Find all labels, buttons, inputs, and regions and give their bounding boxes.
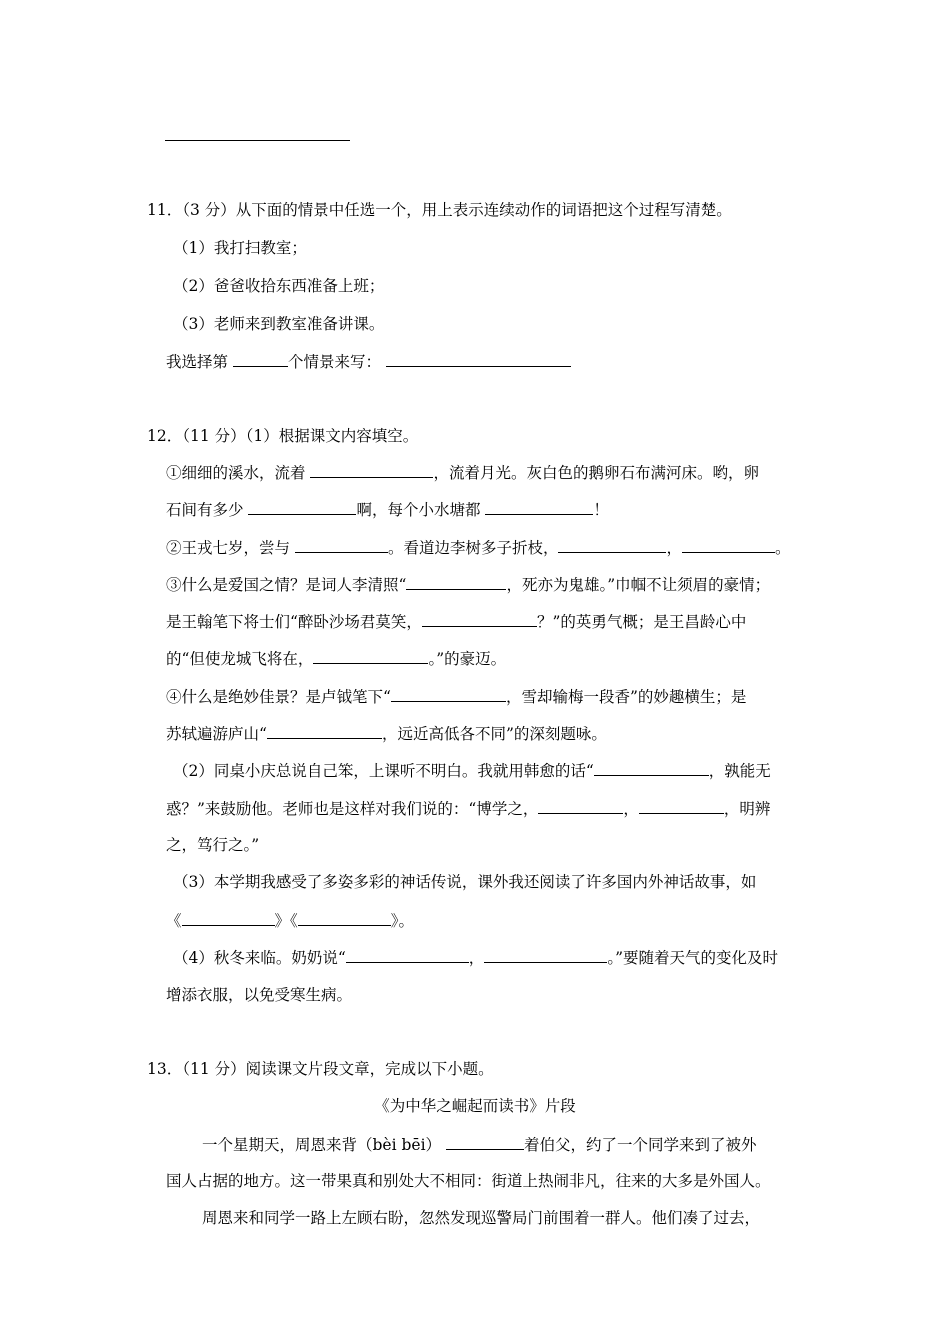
q11-option-3: （3）老师来到教室准备讲课。 [173,315,385,333]
q11-heading: 11．（3 分）从下面的情景中任选一个，用上表示连续动作的词语把这个过程写清楚。 [147,201,732,219]
blank-line[interactable] [298,910,391,926]
passage-line-1: 一个星期天，周恩来背（bèi bēi） 着伯父，约了一个同学来到了被外 [202,1136,757,1154]
q12-p3-line1: ③什么是爱国之情？是词人李清照“ ，死亦为鬼雄。”巾帼不让须眉的豪情； [166,576,771,594]
blank-line[interactable] [446,1134,524,1150]
q12-s4-line1: （4）秋冬来临。奶奶说“ ， 。”要随着天气的变化及时 [173,949,778,967]
blank-line[interactable] [182,910,275,926]
blank-line[interactable] [422,611,537,627]
blank-line[interactable] [485,499,593,515]
q13-heading: 13．（11 分）阅读课文片段文章，完成以下小题。 [147,1060,494,1078]
q12-p3-line3: 的“但使龙城飞将在， 。”的豪迈。 [166,650,507,668]
blank-line[interactable] [233,351,288,367]
q12-s3-line2: 《 》《 》。 [166,912,415,930]
q12-p1-line1: ①细细的溪水，流着 ，流着月光。灰白色的鹅卵石布满河床。哟，卵 [166,464,759,482]
blank-line[interactable] [295,537,388,553]
q11-option-2: （2）爸爸收拾东西准备上班； [173,277,385,295]
passage-line-3: 周恩来和同学一路上左顾右盼，忽然发现巡警局门前围着一群人。他们凑了过去， [202,1209,761,1227]
blank-line[interactable] [310,462,433,478]
blank-line[interactable] [594,760,709,776]
q12-s2-line1: （2）同桌小庆总说自己笨，上课听不明白。我就用韩愈的话“ ，孰能无 [173,762,771,780]
q11-option-1: （1）我打扫教室； [173,239,307,257]
blank-line[interactable] [346,947,469,963]
q12-p4-line2: 苏轼遍游庐山“ ，远近高低各不同”的深刻题咏。 [166,725,607,743]
blank-line[interactable] [406,574,506,590]
q12-p4-line1: ④什么是绝妙佳景？是卢钺笔下“ ，雪却输梅一段香”的妙趣横生；是 [166,688,747,706]
blank-line[interactable] [313,648,428,664]
answer-line [165,140,350,141]
q12-s4-line2: 增添衣服，以免受寒生病。 [166,986,353,1004]
q12-s3-line1: （3）本学期我感受了多姿多彩的神话传说，课外我还阅读了许多国内外神话故事，如 [173,873,757,891]
blank-line[interactable] [538,798,623,814]
q11-choose-line: 我选择第 个情景来写： [166,351,571,372]
blank-line[interactable] [248,499,356,515]
blank-line[interactable] [639,798,724,814]
q12-p1-line2: 石间有多少 啊，每个小水塘都 ！ [166,501,609,519]
q12-s2-line2: 惑？”来鼓励他。老师也是这样对我们说的：“博学之， ， ，明辨 [166,800,771,818]
blank-line[interactable] [267,723,382,739]
blank-line[interactable] [386,351,571,367]
q12-heading: 12．（11 分）（1）根据课文内容填空。 [147,427,419,445]
blank-line[interactable] [391,686,506,702]
q12-p3-line2: 是王翰笔下将士们“醉卧沙场君莫笑， ？”的英勇气概；是王昌龄心中 [166,613,747,631]
blank-line[interactable] [484,947,607,963]
passage-title: 《为中华之崛起而读书》片段 [374,1097,576,1115]
q12-p2: ②王戎七岁，尝与 。看道边李树多子折枝， ， 。 [166,539,791,557]
passage-line-2: 国人占据的地方。这一带果真和别处大不相同：街道上热闹非凡，往来的大多是外国人。 [166,1172,771,1190]
q12-s2-line3: 之，笃行之。” [166,836,260,854]
blank-line[interactable] [558,537,666,553]
blank-line[interactable] [682,537,775,553]
